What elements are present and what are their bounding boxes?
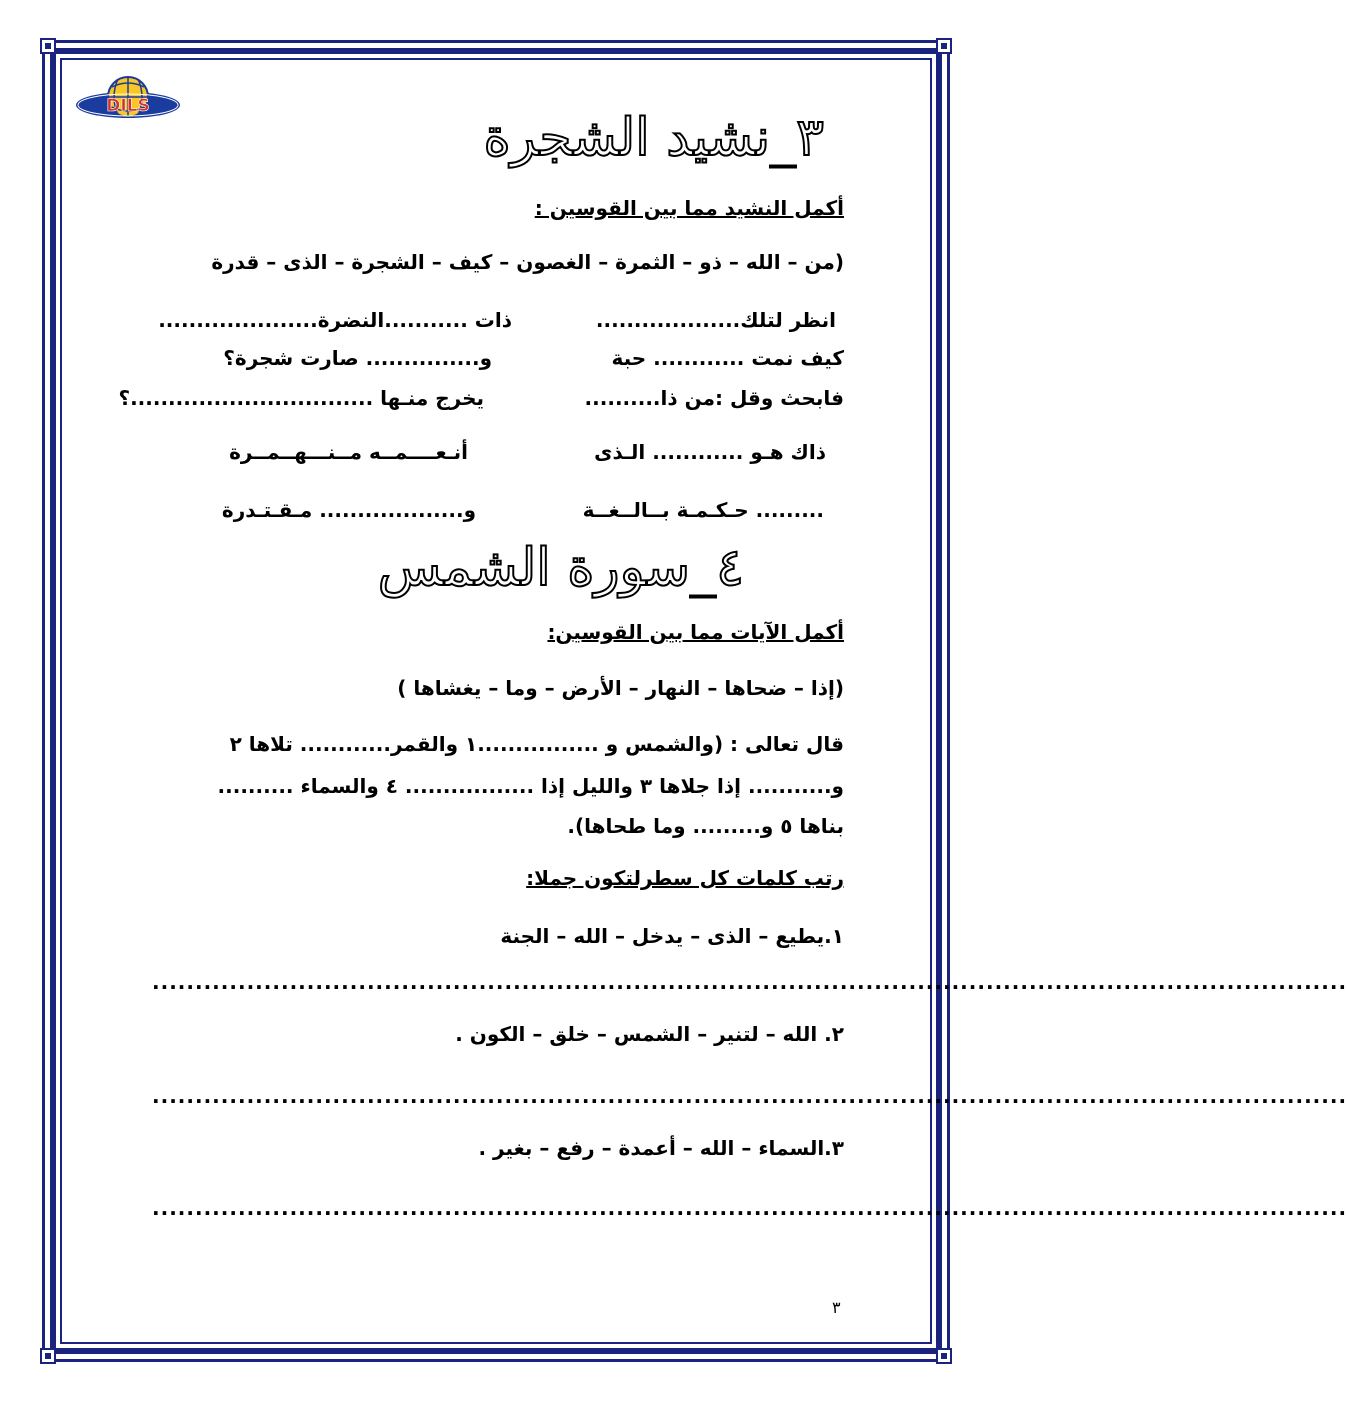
section-4-line-1: قال تعالى : (والشمس و ................١ والقمر............ تلاها ٢ (229, 732, 844, 756)
globe-logo-icon (74, 75, 182, 133)
section-4-instruction: أكمل الآيات مما بين القوسين: (547, 620, 844, 644)
sentence-item-1: ١.يطيع – الذى – يدخل – الله – الجنة (500, 924, 844, 948)
verse-4-right: ذاك هـو ............ الـذى (594, 440, 826, 464)
border-corner-bottom-right (936, 1348, 952, 1364)
border-corner-top-right (936, 38, 952, 54)
verse-3-left: يخرج منـها ................................؟ (118, 386, 484, 410)
section-4-line-3: بناها ٥ و......... وما طحاها). (567, 814, 844, 838)
sentence-item-2: ٢. الله – لتنير – الشمس – خلق – الكون . (455, 1022, 844, 1046)
answer-line-3: ........................................................................................................................................... (152, 1196, 1347, 1220)
section-3-instruction: أكمل النشيد مما بين القوسين : (534, 196, 844, 220)
section-4-word-bank: (إذا – ضحاها – النهار – الأرض – وما – يغشاها ) (397, 676, 844, 700)
verse-1-left: ذات ...........النضرة..................... (158, 308, 512, 332)
verse-1-right: انظر لتلك................... (595, 308, 836, 332)
section-3-title: ٣_نشيد الشجرة (483, 108, 824, 168)
verse-5-right: ......... حـكـمـة بــالــغــة (582, 498, 824, 522)
section-5-instruction: رتب كلمات كل سطرلتكون جملا: (526, 866, 844, 890)
section-3-word-bank: (من – الله – ذو – الثمرة – الغصون – كيف – الشجرة – الذى – قدرة (211, 250, 844, 274)
border-corner-bottom-left (40, 1348, 56, 1364)
answer-line-1: ........................................................................................................................................... (152, 970, 1347, 994)
section-4-title: ٤_سورة الشمس (377, 538, 744, 598)
verse-4-left: أنـعــــمــه مــنـــهــمــرة (229, 440, 468, 464)
verse-2-left: و............... صارت شجرة؟ (223, 346, 492, 370)
border-corner-top-left (40, 38, 56, 54)
sentence-item-3: ٣.السماء – الله – أعمدة – رفع – بغير . (478, 1136, 844, 1160)
page-number: ٣ (832, 1298, 841, 1317)
verse-5-left: و................... مـقـتـدرة (221, 498, 476, 522)
dils-logo (74, 75, 182, 133)
answer-line-2: ........................................................................................................................................... (152, 1084, 1347, 1108)
verse-3-right: فابحث وقل :من ذا.......... (584, 386, 844, 410)
section-4-line-2: و........... إذا جلاها ٣ والليل إذا ................. ٤ والسماء .......... (217, 774, 844, 798)
verse-2-right: كيف نمت ............ حبة (611, 346, 844, 370)
logo-text: DILS (106, 96, 150, 116)
